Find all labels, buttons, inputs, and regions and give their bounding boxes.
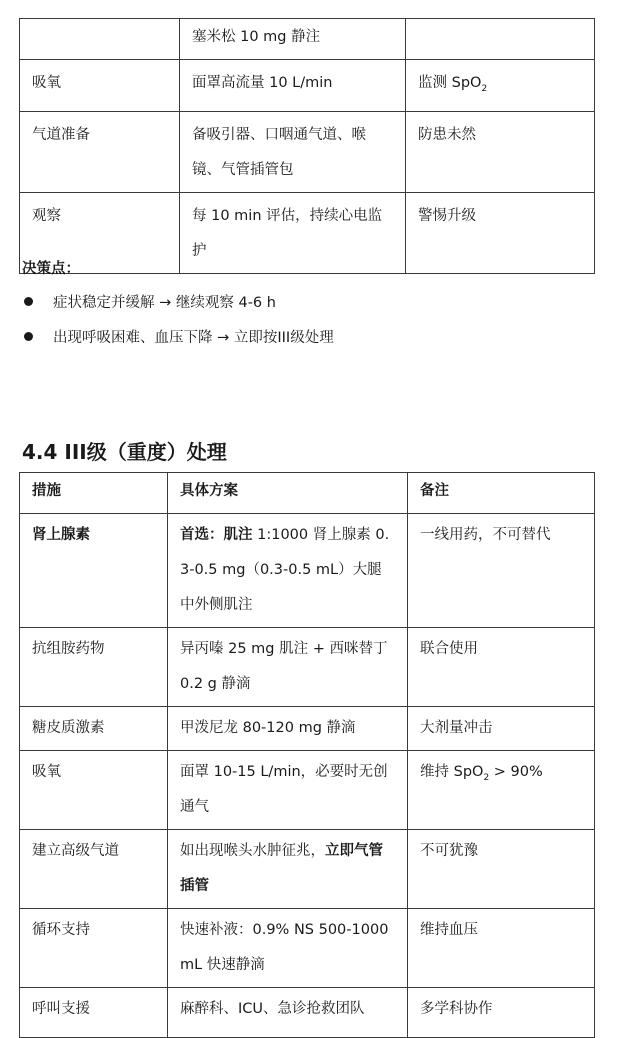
list-item-text: 出现呼吸困难、血压下降 → 立即按III级处理 (53, 330, 334, 346)
plan-cell: 麻醉科、ICU、急诊抢救团队 (168, 988, 408, 1038)
plan-text: 如出现喉头水肿征兆， (180, 843, 325, 859)
note-cell: 警惕升级 (406, 192, 595, 273)
section-heading: 4.4 III级（重度）处理 (22, 440, 227, 464)
subscript: 2 (481, 83, 488, 94)
table-row (20, 19, 595, 60)
plan-cell (168, 514, 408, 628)
plan-emphasis: 首选：肌注 (180, 527, 253, 543)
table-row (20, 751, 595, 830)
treatment-table-level-3 (19, 472, 595, 1038)
table-header-row (20, 473, 595, 514)
column-header: 备注 (408, 473, 595, 514)
table-row (20, 628, 595, 707)
note-cell: 大剂量冲击 (408, 707, 595, 751)
note-text: 维持 SpO (420, 764, 484, 780)
bullet-icon (24, 332, 33, 341)
note-cell: 不可犹豫 (408, 830, 595, 909)
plan-emphasis: 立即气管插管 (180, 843, 383, 894)
note-cell (406, 60, 595, 112)
measure-cell: 吸氧 (20, 751, 168, 830)
plan-cell: 面罩 10-15 L/min，必要时无创通气 (168, 751, 408, 830)
note-cell: 一线用药，不可替代 (408, 514, 595, 628)
table-row (20, 988, 595, 1038)
measure-cell: 吸氧 (20, 60, 180, 112)
note-cell: 联合使用 (408, 628, 595, 707)
decision-point-title: 决策点： (22, 261, 80, 277)
table-row (20, 111, 595, 192)
list-item-text: 症状稳定并缓解 → 继续观察 4-6 h (53, 295, 276, 311)
plan-cell: 快速补液：0.9% NS 500-1000 mL 快速静滴 (168, 909, 408, 988)
list-item (24, 326, 334, 347)
measure-cell: 糖皮质激素 (20, 707, 168, 751)
note-cell: 防患未然 (406, 111, 595, 192)
bullet-icon (24, 297, 33, 306)
note-cell: 维持血压 (408, 909, 595, 988)
measure-cell: 抗组胺药物 (20, 628, 168, 707)
table-row (20, 707, 595, 751)
measure-cell (20, 19, 180, 60)
plan-cell: 甲泼尼龙 80-120 mg 静滴 (168, 707, 408, 751)
treatment-table-level-2 (19, 18, 595, 274)
table-row (20, 830, 595, 909)
plan-cell: 塞米松 10 mg 静注 (180, 19, 406, 60)
measure-cell: 呼叫支援 (20, 988, 168, 1038)
note-cell (408, 751, 595, 830)
plan-cell: 异丙嗪 25 mg 肌注 + 西咪替丁 0.2 g 静滴 (168, 628, 408, 707)
table-row (20, 60, 595, 112)
measure-cell: 观察 (20, 192, 180, 273)
list-item (24, 291, 276, 312)
plan-cell (168, 830, 408, 909)
note-cell (406, 19, 595, 60)
measure-cell: 肾上腺素 (20, 514, 168, 628)
plan-cell: 面罩高流量 10 L/min (180, 60, 406, 112)
subscript: 2 (483, 772, 490, 783)
column-header: 具体方案 (168, 473, 408, 514)
table-row (20, 192, 595, 273)
note-text: > 90% (489, 764, 543, 780)
table-row (20, 514, 595, 628)
measure-cell: 循环支持 (20, 909, 168, 988)
column-header: 措施 (20, 473, 168, 514)
plan-cell: 每 10 min 评估，持续心电监护 (180, 192, 406, 273)
plan-cell: 备吸引器、口咽通气道、喉镜、气管插管包 (180, 111, 406, 192)
note-text: 监测 SpO (418, 75, 482, 91)
measure-cell: 建立高级气道 (20, 830, 168, 909)
plan-text: 1:1000 肾上腺素 0.3-0.5 mg（0.3-0.5 mL）大腿中外侧肌注 (180, 527, 390, 613)
measure-cell: 气道准备 (20, 111, 180, 192)
table-row (20, 909, 595, 988)
note-cell: 多学科协作 (408, 988, 595, 1038)
